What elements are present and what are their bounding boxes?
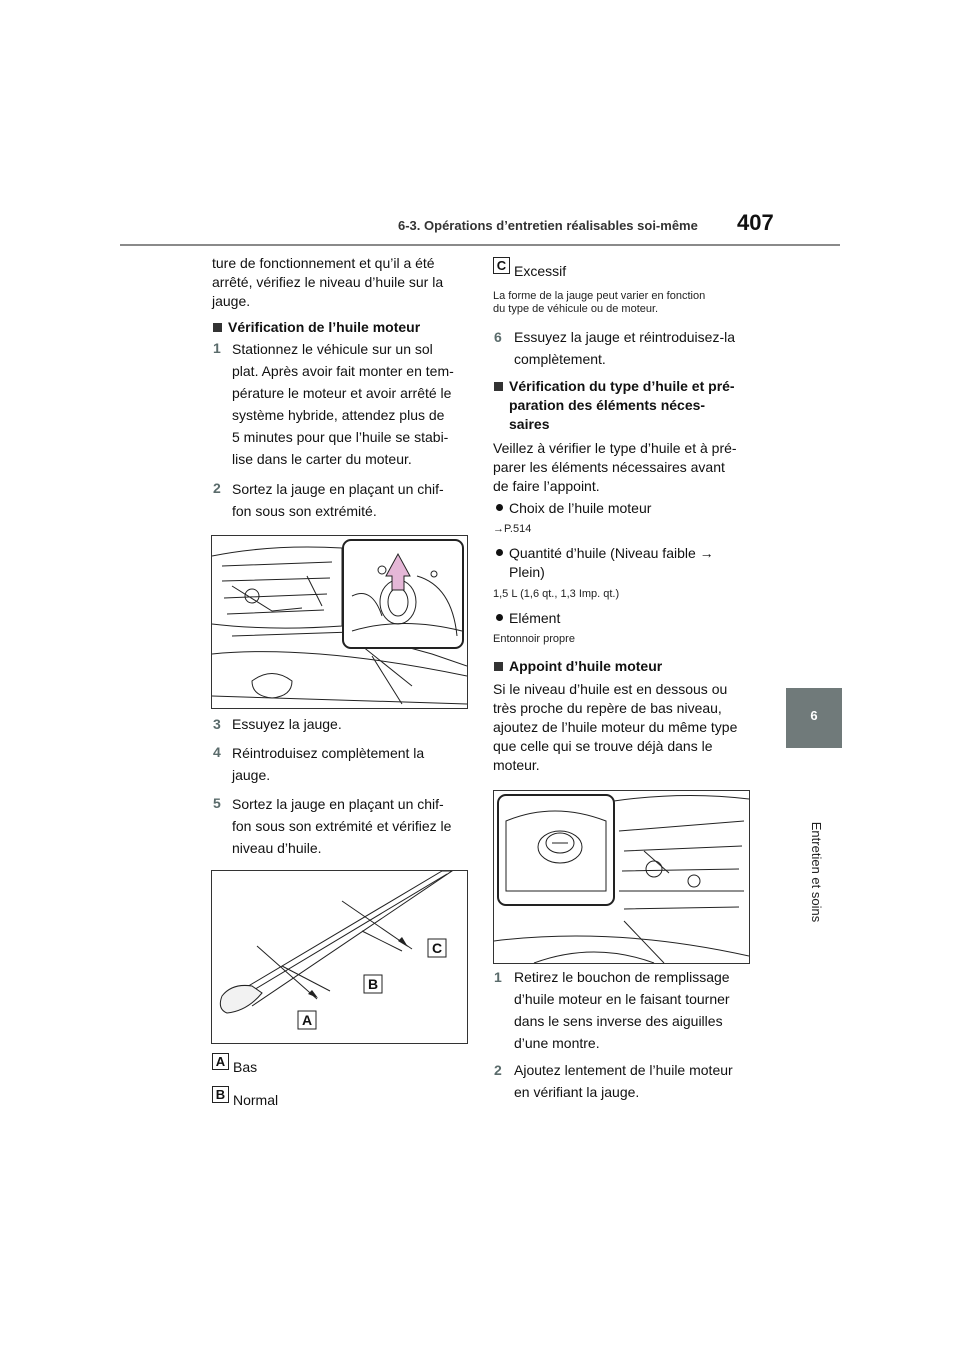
legend-text-c: Excessif — [514, 263, 567, 279]
step-6-number: 6 — [494, 329, 502, 345]
step-r1-number: 1 — [494, 969, 502, 985]
bullet-item: Elément — [509, 610, 561, 626]
para-add-oil-line-2: très proche du repère de bas niveau, — [493, 700, 722, 716]
level-label-b: B — [367, 976, 379, 992]
bullet-quantity-line-1: Quantité d’huile (Niveau faible → — [509, 545, 714, 561]
step-4-number: 4 — [213, 744, 221, 760]
chapter-label: Entretien et soins — [809, 821, 824, 923]
oil-filler-cap-illustration — [493, 790, 750, 964]
step-4-line-1: Réintroduisez complètement la — [232, 745, 425, 761]
step-r1-line-1: Retirez le bouchon de remplissage — [514, 969, 730, 985]
page-reference: →P.514 — [493, 523, 532, 535]
step-2-number: 2 — [213, 480, 221, 496]
step-1-line-2: plat. Après avoir fait monter en tem- — [232, 363, 454, 379]
para-add-oil-line-1: Si le niveau d’huile est en dessous ou — [493, 681, 728, 697]
step-r2-number: 2 — [494, 1062, 502, 1078]
para-add-oil-line-5: moteur. — [493, 757, 540, 773]
intro-line-3: jauge. — [212, 293, 251, 309]
heading-square-icon — [494, 382, 503, 391]
legend-text-b: Normal — [233, 1092, 279, 1108]
section-title: 6-3. Opérations d’entretien réalisables soi-même — [398, 218, 698, 233]
bullet-icon — [496, 614, 503, 621]
step-r2-line-2: en vérifiant la jauge. — [514, 1084, 640, 1100]
bullet-oil-choice: Choix de l’huile moteur — [509, 500, 652, 516]
step-r1-line-3: dans le sens inverse des aiguilles — [514, 1013, 723, 1029]
para-oil-type-line-1: Veillez à vérifier le type d’huile et à pré- — [493, 440, 737, 456]
heading-oil-type-line-1: Vérification du type d’huile et pré- — [509, 378, 735, 394]
dipstick-location-illustration — [211, 535, 468, 709]
step-2-line-2: fon sous son extrémité. — [232, 503, 377, 519]
bullet-icon — [496, 549, 503, 556]
step-3-line-1: Essuyez la jauge. — [232, 716, 342, 732]
step-1-line-3: pérature le moteur et avoir arrêté le — [232, 385, 452, 401]
step-1-line-1: Stationnez le véhicule sur un sol — [232, 341, 433, 357]
note-line-1: La forme de la jauge peut varier en fonction — [493, 290, 706, 302]
step-5-number: 5 — [213, 795, 221, 811]
step-r1-line-4: d’une montre. — [514, 1035, 600, 1051]
level-label-c: C — [431, 940, 443, 956]
step-2-line-1: Sortez la jauge en plaçant un chif- — [232, 481, 444, 497]
step-5-line-3: niveau d’huile. — [232, 840, 322, 856]
header-divider — [120, 244, 840, 246]
step-r1-line-2: d’huile moteur en le faisant tourner — [514, 991, 730, 1007]
item-funnel: Entonnoir propre — [493, 633, 575, 645]
step-1-line-4: système hybride, attendez plus de — [232, 407, 445, 423]
bullet-icon — [496, 504, 503, 511]
intro-line-1: ture de fonctionnement et qu’il a été — [212, 255, 435, 271]
step-4-line-2: jauge. — [232, 767, 271, 783]
para-oil-type-line-3: de faire l’appoint. — [493, 478, 600, 494]
bullet-quantity-line-2: Plein) — [509, 564, 545, 580]
para-add-oil-line-4: que celle qui se trouve déjà dans le — [493, 738, 713, 754]
level-label-a: A — [301, 1012, 313, 1028]
heading-square-icon — [213, 323, 222, 332]
heading-oil-type-line-2: paration des éléments néces- — [509, 397, 706, 413]
heading-oil-type-line-3: saires — [509, 416, 550, 432]
legend-key-b: B — [212, 1086, 229, 1103]
heading-add-oil: Appoint d’huile moteur — [509, 658, 663, 674]
step-6-line-1: Essuyez la jauge et réintroduisez-la — [514, 329, 736, 345]
chapter-tab: 6 — [786, 688, 842, 748]
para-add-oil-line-3: ajoutez de l’huile moteur du même type — [493, 719, 738, 735]
legend-text-a: Bas — [233, 1059, 258, 1075]
legend-key-c: C — [493, 257, 510, 274]
step-1-number: 1 — [213, 340, 221, 356]
para-oil-type-line-2: parer les éléments nécessaires avant — [493, 459, 725, 475]
page-number: 407 — [737, 210, 774, 235]
legend-key-a: A — [212, 1053, 229, 1070]
note-line-2: du type de véhicule ou de moteur. — [493, 303, 659, 315]
step-3-number: 3 — [213, 716, 221, 732]
step-r2-line-1: Ajoutez lentement de l’huile moteur — [514, 1062, 733, 1078]
oil-quantity: 1,5 L (1,6 qt., 1,3 Imp. qt.) — [493, 588, 620, 600]
step-5-line-2: fon sous son extrémité et vérifiez le — [232, 818, 452, 834]
heading-square-icon — [494, 662, 503, 671]
dipstick-level-illustration — [211, 870, 468, 1044]
step-6-line-2: complètement. — [514, 351, 606, 367]
intro-line-2: arrêté, vérifiez le niveau d’huile sur la — [212, 274, 444, 290]
step-1-line-6: lise dans le carter du moteur. — [232, 451, 412, 467]
step-1-line-5: 5 minutes pour que l’huile se stabi- — [232, 429, 449, 445]
heading-check-oil: Vérification de l’huile moteur — [228, 319, 421, 335]
step-5-line-1: Sortez la jauge en plaçant un chif- — [232, 796, 444, 812]
